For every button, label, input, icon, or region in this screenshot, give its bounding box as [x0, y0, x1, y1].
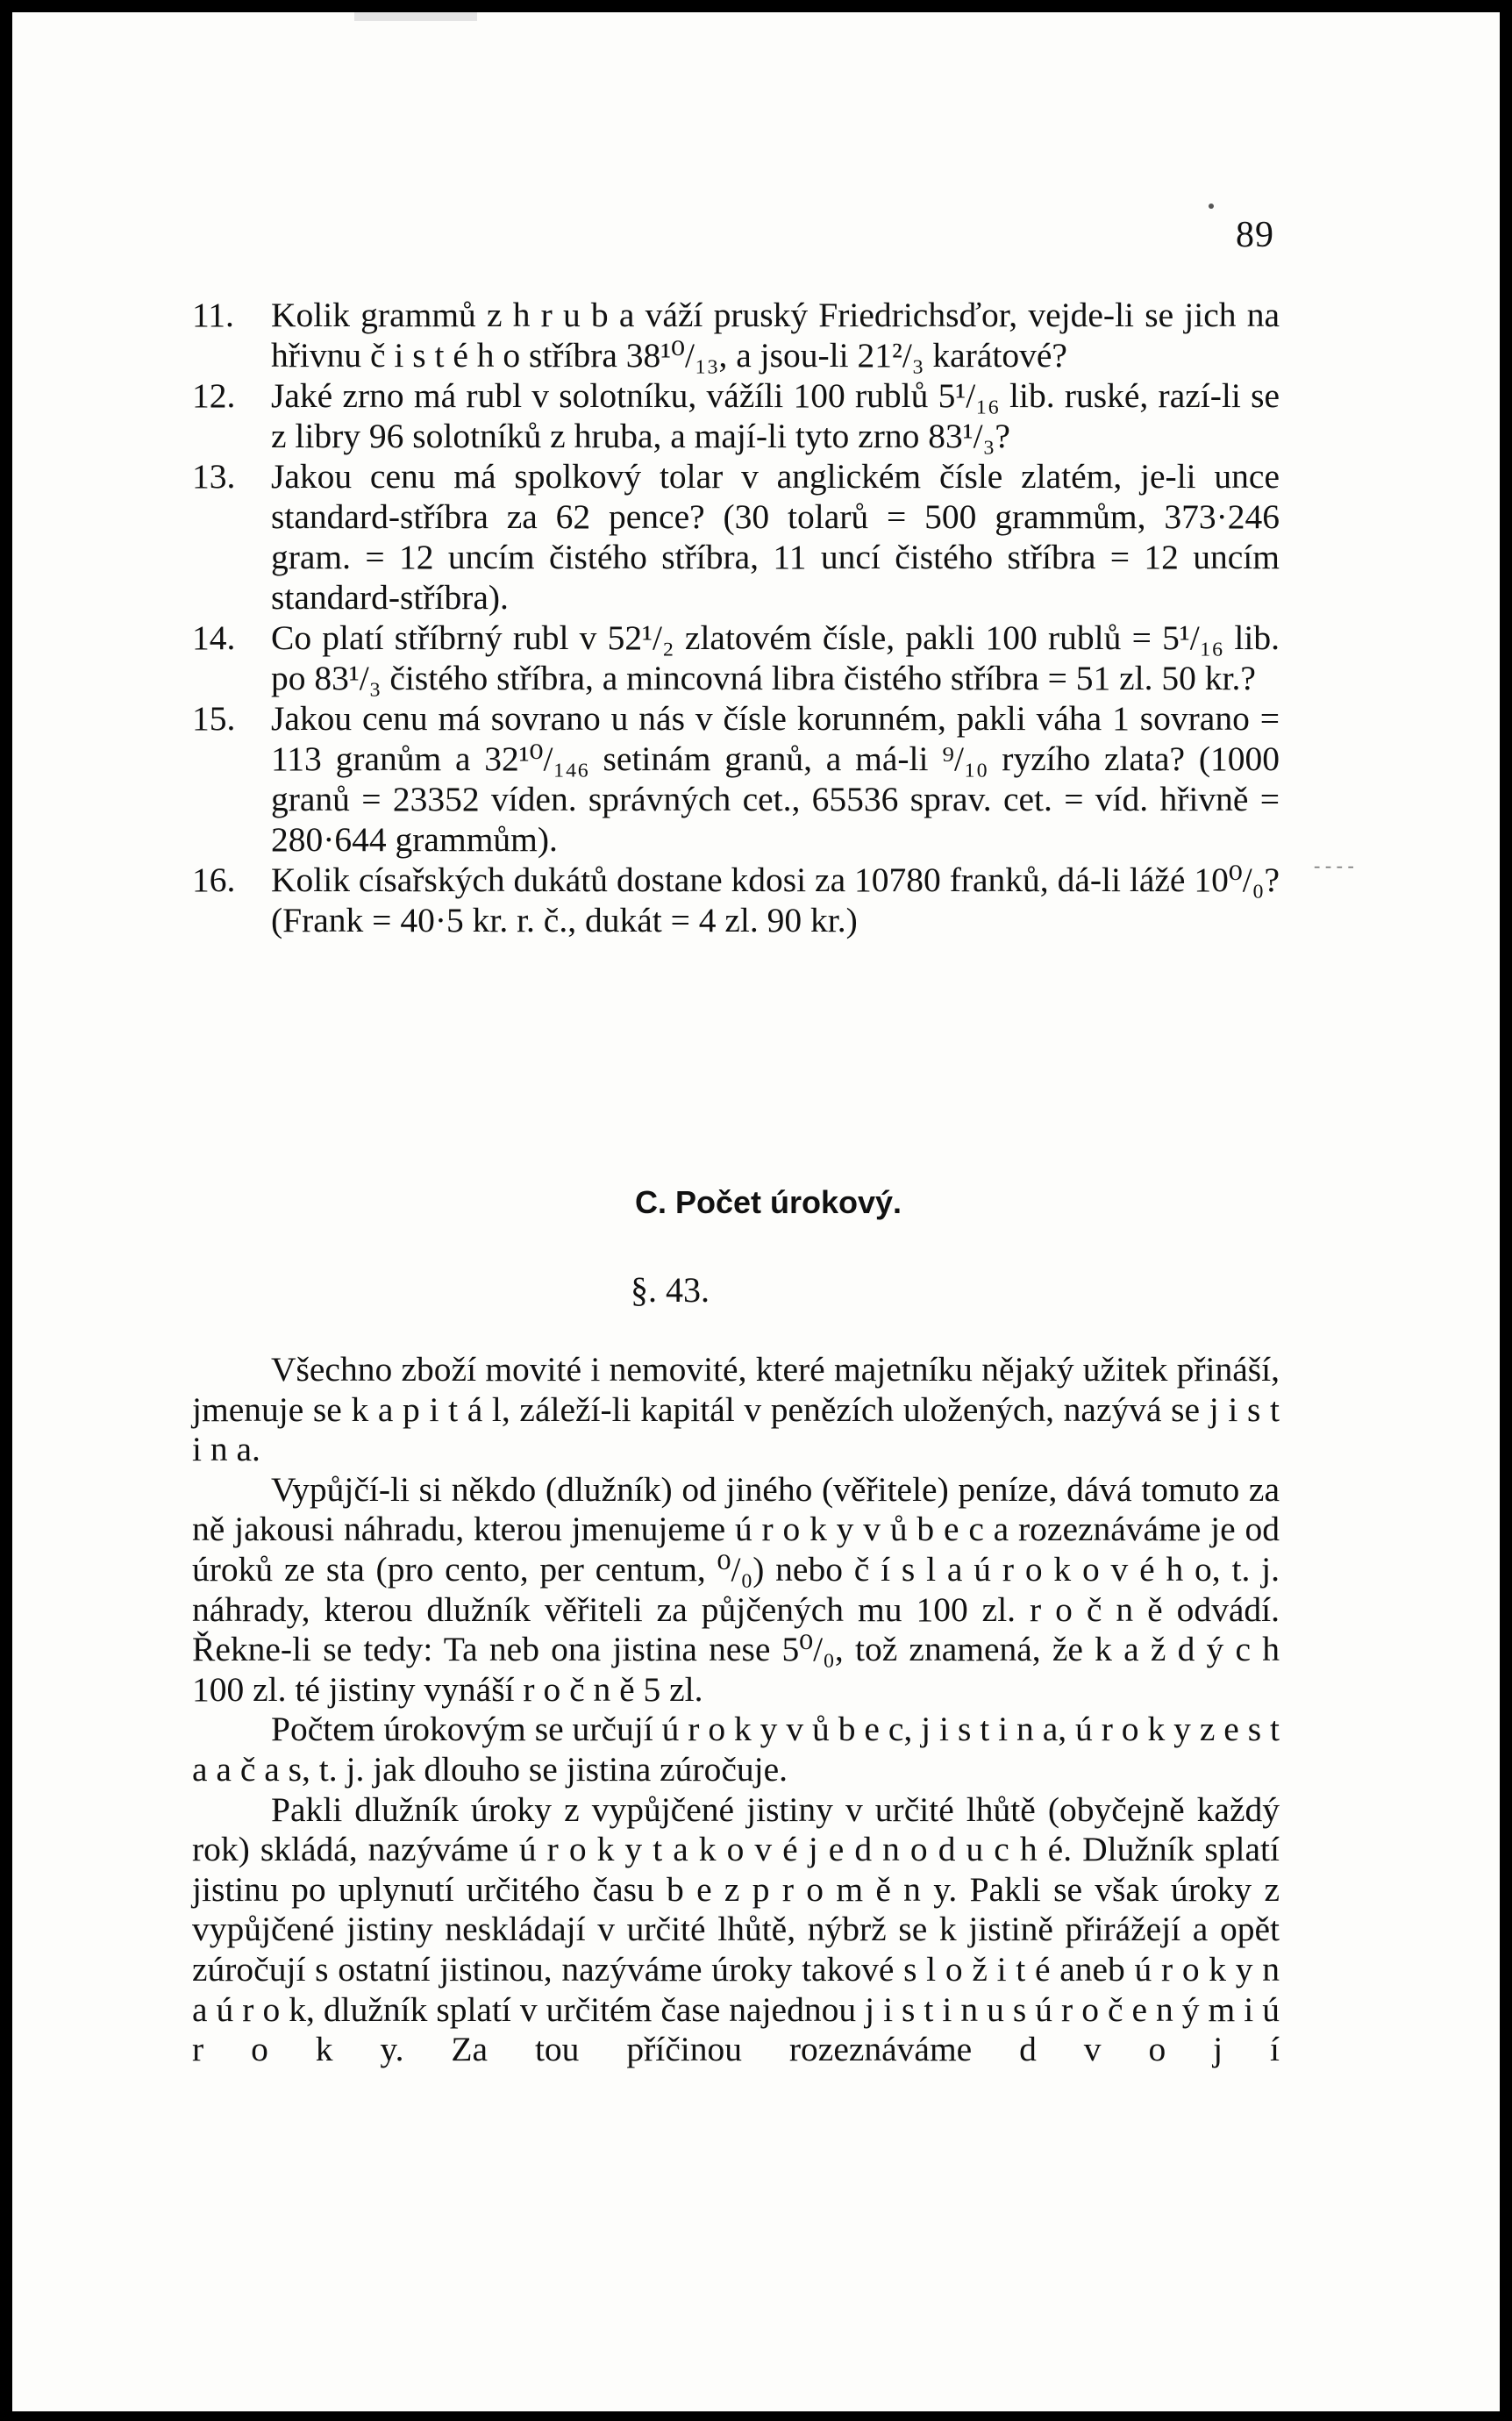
- ink-dot: [1209, 204, 1214, 209]
- exercise-number: 15.: [192, 699, 236, 738]
- exercise-number: 12.: [192, 376, 236, 415]
- exercise-number: 14.: [192, 618, 236, 657]
- exercise-text: Jaké zrno má rubl v solotníku, vážíli 100 rublů 5¹/₁₆ lib. ruské, razí-li se z libry 96 solotníků z hruba, a mají-li tyto zrno 83¹/₃?: [271, 376, 1280, 455]
- exercise-text: Jakou cenu má spolkový tolar v anglickém čísle zlatém, je-li unce standard-stříbra za 62 pence? (30 tolarů = 500 grammům, 373·246 gram. = 12 uncím čistého stříbra, 11 uncí čistého stříbra = 12 uncím standard-stříbra).: [271, 457, 1280, 617]
- exercise-list: [192, 295, 1280, 940]
- exercise-item: [192, 295, 1280, 375]
- body-text: [192, 1350, 1280, 2070]
- exercise-text: Co platí stříbrný rubl v 52¹/₂ zlatovém čísle, pakli 100 rublů = 5¹/₁₆ lib. po 83¹/₃ čistého stříbra, a mincovná libra čistého stříbra = 51 zl. 50 kr.?: [271, 618, 1280, 697]
- margin-pencil-mark: - - - -: [1314, 854, 1354, 876]
- exercise-item: [192, 618, 1280, 698]
- paragraph: Všechno zboží movité i nemovité, které majetníku nějaký užitek přináší, jmenuje se k a p i t á l, záleží-li kapitál v penězích uložených, nazývá se j i s t i n a.: [192, 1350, 1280, 1469]
- page-number: 89: [1236, 215, 1274, 255]
- paragraph: Vypůjčí-li si někdo (dlužník) od jiného (věřitele) peníze, dává tomuto za ně jakousi náhradu, kterou jmenujeme ú r o k y v ů b e c a rozeznáváme je od úroků ze sta (pro cento, per centum, ⁰/₀) nebo č í s l a ú r o k o v é h o, t. j. náhrady, kterou dlužník věřiteli za půjčených mu 100 zl. r o č n ě odvádí. Řekne-li se tedy: Ta neb ona jistina nese 5⁰/₀, tož znamená, že k a ž d ý c h 100 zl. té jistiny vynáší r o č n ě 5 zl.: [192, 1469, 1280, 1709]
- exercise-text: Kolik císařských dukátů dostane kdosi za 10780 franků, dá-li lážé 10⁰/₀? (Frank = 40·5 kr. r. č., dukát = 4 zl. 90 kr.): [271, 861, 1280, 939]
- exercise-number: 16.: [192, 861, 236, 899]
- scanned-page: [12, 12, 1500, 2411]
- exercise-item: [192, 456, 1280, 618]
- exercise-number: 13.: [192, 457, 236, 496]
- scan-artifact: [354, 12, 477, 21]
- exercise-item: [192, 860, 1280, 940]
- exercise-item: [192, 698, 1280, 860]
- paragraph: Pakli dlužník úroky z vypůjčené jistiny v určité lhůtě (obyčejně každý rok) skládá, nazýváme ú r o k y t a k o v é j e d n o d u c h é. Dlužník splatí jistinu po uplynutí určitého času b e z p r o m ě n y. Pakli se však úroky z vypůjčené jistiny neskládají v určité lhůtě, nýbrž se k jistině přirážejí a opět zúročují s ostatní jistinou, nazýváme úroky takové s l o ž i t é aneb ú r o k y n a ú r o k, dlužník splatí v určitém čase najednou j i s t i n u s ú r o č e n ý m i ú r o k y. Za tou příčinou rozeznáváme d v o j í: [192, 1789, 1280, 2069]
- exercise-number: 11.: [192, 296, 234, 334]
- exercise-item: [192, 375, 1280, 456]
- paragraph: Počtem úrokovým se určují ú r o k y v ů b e c, j i s t i n a, ú r o k y z e s t a a č a s, t. j. jak dlouho se jistina zúročuje.: [192, 1710, 1280, 1789]
- paragraph-number: §. 43.: [631, 1270, 710, 1310]
- exercise-text: Kolik grammů z h r u b a váží pruský Friedrichsďor, vejde-li se jich na hřivnu č i s t é h o stříbra 38¹⁰/₁₃, a jsou-li 21²/₃ karátové?: [271, 296, 1280, 375]
- section-heading: C. Počet úrokový.: [634, 1184, 902, 1220]
- exercise-text: Jakou cenu má sovrano u nás v čísle korunném, pakli váha 1 sovrano = 113 granům a 32¹⁰/₁₄₆ setinám granů, a má-li ⁹/₁₀ ryzího zlata? (1000 granů = 23352 víden. správných cet., 65536 sprav. cet. = víd. hřivně = 280·644 grammům).: [271, 699, 1280, 859]
